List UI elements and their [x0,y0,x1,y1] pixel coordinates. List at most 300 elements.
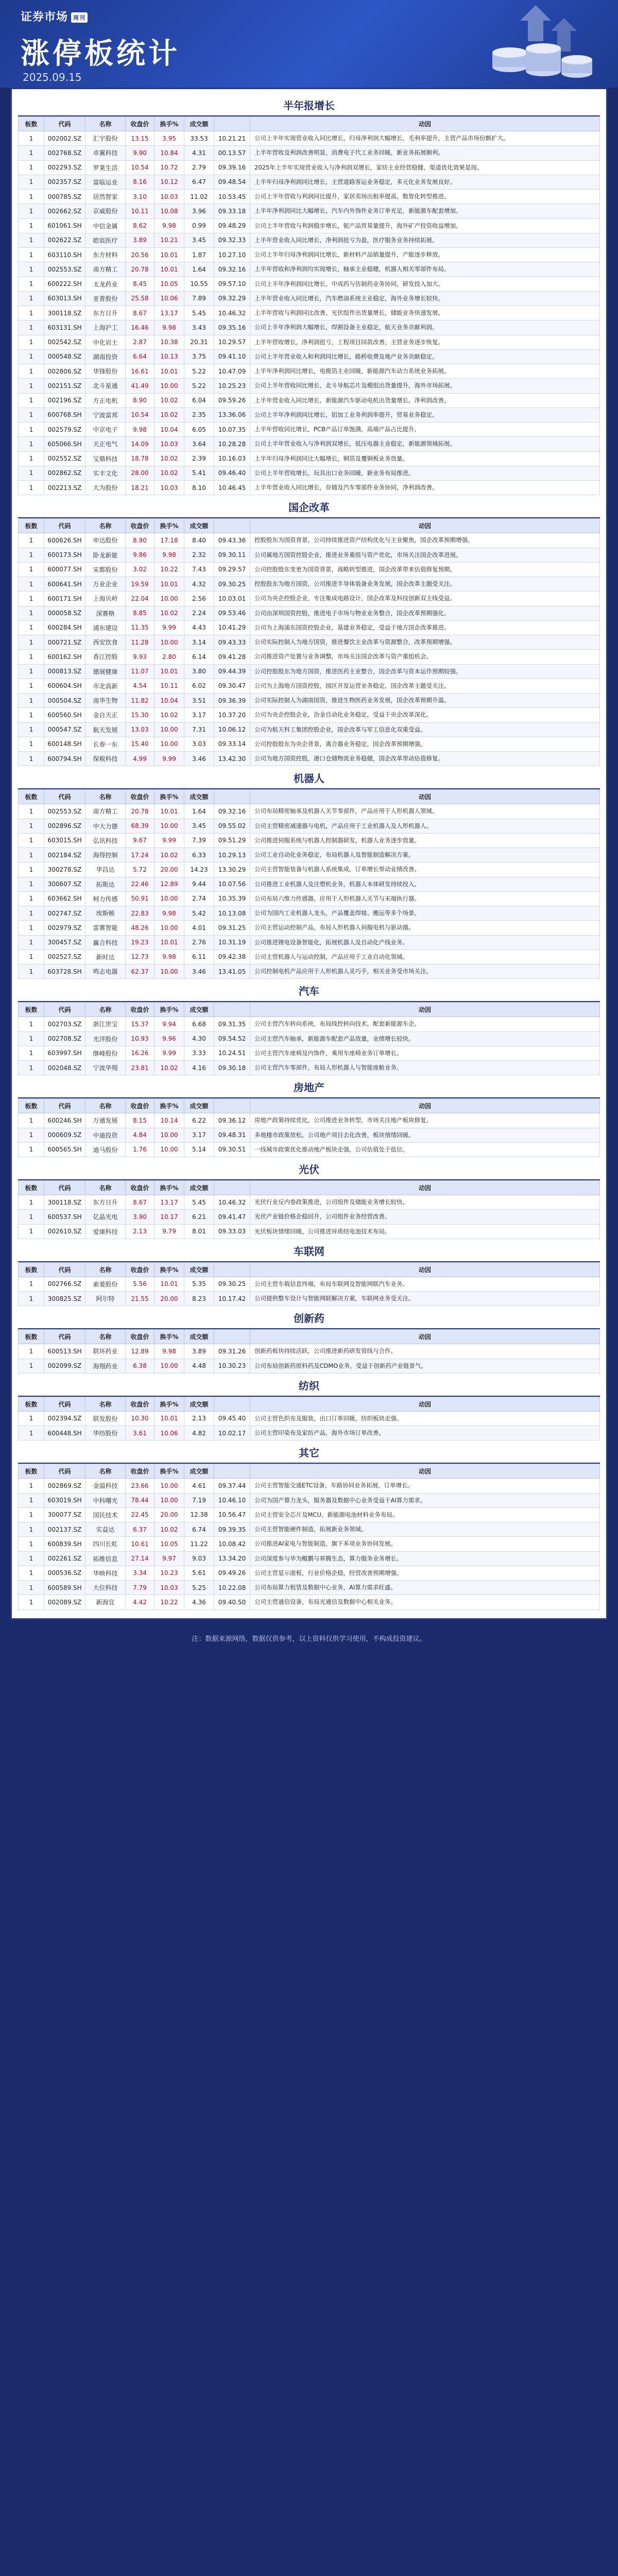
table-row [19,1566,600,1580]
board-count-cell: 1 [19,262,44,277]
stock-name-cell: 东方材料 [85,248,126,262]
turnover-rate-cell: 9.99 [154,833,184,848]
amount-cell: 3.96 [184,204,214,218]
amount-cell: 4.16 [184,1061,214,1075]
table-row [19,1195,600,1210]
table-row [19,335,600,349]
amount-cell: 2.13 [184,1411,214,1426]
table-row [19,693,600,708]
limit-time-cell: 09.36.12 [214,1113,250,1128]
stock-name-cell: 卓翼科技 [85,146,126,160]
table-header-row [19,1397,600,1411]
board-count-cell: 1 [19,921,44,935]
stock-code-cell: 600794.SH [44,752,85,766]
turnover-rate-cell: 9.98 [154,906,184,921]
stock-name-cell: 皓宸医疗 [85,233,126,247]
column-header: 名称 [85,1397,126,1411]
stock-code-cell: 002703.SZ [44,1017,85,1031]
stock-name-cell: 北斗星通 [85,379,126,393]
turnover-rate-cell: 9.94 [154,1017,184,1031]
reason-cell: 公司工业自动化业务稳定，布局机器人及智能制造解决方案。 [250,848,600,862]
close-price-cell: 10.93 [126,1031,154,1046]
stock-name-cell: 宁波华翔 [85,1061,126,1075]
table-row [19,1581,600,1595]
stock-name-cell: 四川长虹 [85,1537,126,1551]
limit-time-cell: 09.45.40 [214,1411,250,1426]
stock-name-cell: 亚普股份 [85,291,126,306]
page-header [0,0,618,88]
stock-code-cell: 300077.SZ [44,1507,85,1522]
amount-cell: 4.32 [184,577,214,591]
turnover-rate-cell: 10.02 [154,393,184,408]
table-row [19,577,600,591]
reason-cell: 光伏板块情绪回暖，公司推进异质结电池技术布局。 [250,1224,600,1239]
turnover-rate-cell: 10.02 [154,466,184,480]
stock-code-cell: 600560.SH [44,708,85,722]
table-row [19,379,600,393]
column-header: 成交额 [184,117,214,131]
section-title: 汽车 [18,979,600,1002]
amount-cell: 5.25 [184,1581,214,1595]
board-count-cell: 1 [19,1224,44,1239]
close-price-cell: 16.61 [126,364,154,379]
column-header: 动因 [250,1330,600,1344]
turnover-rate-cell: 13.17 [154,306,184,320]
board-count-cell: 1 [19,833,44,848]
stock-name-cell: 阿尔特 [85,1292,126,1306]
amount-cell: 6.05 [184,422,214,437]
close-price-cell: 6.37 [126,1522,154,1537]
column-header: 成交额 [184,1464,214,1479]
section-block [18,766,600,979]
stock-code-cell: 603728.SH [44,964,85,979]
turnover-rate-cell: 10.00 [154,1479,184,1493]
board-count-cell: 1 [19,533,44,548]
stock-name-cell: 拓斯达 [85,877,126,891]
stock-table [18,1262,600,1307]
reason-cell: 公司为央企控股企业，专注集成电路设计，国企改革及科技创新双主线受益。 [250,591,600,606]
amount-cell: 7.39 [184,833,214,848]
board-count-cell: 1 [19,1411,44,1426]
amount-cell: 1.64 [184,804,214,819]
stock-table [18,1002,600,1075]
stock-table [18,1464,600,1609]
section-block [18,979,600,1075]
amount-cell: 5.35 [184,1277,214,1291]
reason-cell: 公司主营安全芯片及MCU，新能源电池材料业务布局。 [250,1507,600,1522]
reason-cell: 公司主营精密减速器与电机，产品应用于工业机器人及人形机器人。 [250,819,600,833]
close-price-cell: 23.81 [126,1061,154,1075]
reason-cell: 上半年营业收入同比增长，净利润扭亏为盈，医疗服务业务持续拓展。 [250,233,600,247]
board-count-cell: 1 [19,175,44,189]
board-count-cell: 1 [19,335,44,349]
column-header: 代码 [44,1181,85,1195]
stock-name-cell: 中化岩土 [85,335,126,349]
limit-time-cell: 09.33.18 [214,204,250,218]
column-header: 收盘价 [126,1397,154,1411]
stock-name-cell: 西安饮食 [85,635,126,650]
limit-time-cell: 10.08.42 [214,1537,250,1551]
table-row [19,752,600,766]
amount-cell: 3.45 [184,233,214,247]
reason-cell: 公司控制电机产品应用于人形机器人灵巧手，相关业务受市场关注。 [250,964,600,979]
reason-cell: 上半年归母净利润同比大幅增长，铜箔及覆铜板业务放量。 [250,451,600,466]
limit-time-cell: 09.41.10 [214,349,250,364]
close-price-cell: 27.14 [126,1551,154,1566]
stock-code-cell: 002394.SZ [44,1411,85,1426]
board-count-cell: 1 [19,466,44,480]
stock-code-cell: 300825.SZ [44,1292,85,1306]
reason-cell: 公司上半年净利润同比增长，铝加工业务利润率提升，贸易业务稳定。 [250,408,600,422]
reason-cell: 公司上半年营收增长，玩具出口业务回暖，新业务布局推进。 [250,466,600,480]
limit-time-cell: 09.44.39 [214,664,250,679]
amount-cell: 2.32 [184,548,214,562]
section-block [18,1239,600,1307]
board-count-cell: 1 [19,481,44,495]
close-price-cell: 22.04 [126,591,154,606]
board-count-cell: 1 [19,804,44,819]
stock-name-cell: 居然智家 [85,190,126,204]
close-price-cell: 15.40 [126,737,154,751]
board-count-cell: 1 [19,693,44,708]
limit-time-cell: 10.02.17 [214,1426,250,1440]
stock-code-cell: 300118.SZ [44,1195,85,1210]
close-price-cell: 8.15 [126,1113,154,1128]
column-header: 代码 [44,117,85,131]
close-price-cell: 9.98 [126,422,154,437]
stock-code-cell: 300278.SZ [44,862,85,877]
column-header [214,1262,250,1277]
board-count-cell: 1 [19,664,44,679]
limit-time-cell: 10.07.35 [214,422,250,437]
stock-name-cell: 海得控制 [85,848,126,862]
stock-name-cell: 上海贝岭 [85,591,126,606]
stock-name-cell: 鸣志电器 [85,964,126,979]
turnover-rate-cell: 9.98 [154,218,184,233]
reason-cell: 公司推进锂电设备智能化，拓展机器人及自动化产线业务。 [250,935,600,950]
board-count-cell: 1 [19,437,44,451]
board-count-cell: 1 [19,964,44,979]
table-row [19,620,600,635]
limit-time-cell: 09.37.44 [214,1479,250,1493]
column-header: 名称 [85,1330,126,1344]
reason-cell: 公司布局创新药原料药及CDMO业务，受益于创新药产业链景气。 [250,1359,600,1373]
column-header: 名称 [85,1464,126,1479]
turnover-rate-cell: 9.99 [154,1046,184,1060]
close-price-cell: 16.46 [126,320,154,335]
table-row [19,1017,600,1031]
close-price-cell: 4.84 [126,1128,154,1142]
reason-cell: 创新药板块持续活跃，公司推进新药研发管线与合作。 [250,1344,600,1359]
reason-cell: 上半年营收与利润同比改善，光伏组件出货量增长，储能业务快速发展。 [250,306,600,320]
close-price-cell: 3.10 [126,190,154,204]
close-price-cell: 9.90 [126,146,154,160]
column-header: 板数 [19,1397,44,1411]
column-header: 动因 [250,519,600,533]
close-price-cell: 3.34 [126,1566,154,1580]
stock-name-cell: 湖南投资 [85,349,126,364]
turnover-rate-cell: 10.72 [154,160,184,175]
turnover-rate-cell: 9.98 [154,548,184,562]
limit-time-cell: 09.39.16 [214,160,250,175]
close-price-cell: 22.46 [126,877,154,891]
limit-time-cell: 09.48.54 [214,175,250,189]
section-title: 其它 [18,1440,600,1464]
limit-time-cell: 10.27.10 [214,248,250,262]
amount-cell: 6.74 [184,1522,214,1537]
stock-code-cell: 600589.SH [44,1581,85,1595]
stock-name-cell: 南华生物 [85,693,126,708]
stock-name-cell: 华映科技 [85,1566,126,1580]
stock-code-cell: 300607.SZ [44,877,85,891]
stock-code-cell: 002261.SZ [44,1551,85,1566]
table-row [19,1113,600,1128]
limit-time-cell: 09.57.10 [214,277,250,291]
column-header: 成交额 [184,1181,214,1195]
table-row [19,921,600,935]
amount-cell: 11.02 [184,190,214,204]
turnover-rate-cell: 10.00 [154,921,184,935]
table-row [19,1507,600,1522]
reason-cell: 公司推进资产处置与业务调整，市场关注国企改革与资产重组机会。 [250,650,600,664]
column-header: 名称 [85,1181,126,1195]
close-price-cell: 13.03 [126,722,154,737]
stock-name-cell: 万通发展 [85,1113,126,1128]
turnover-rate-cell: 10.03 [154,437,184,451]
column-header: 代码 [44,1397,85,1411]
table-header-row [19,790,600,804]
stock-code-cell: 603131.SH [44,320,85,335]
reason-cell: 公司上半年营收与利润同比提升，家居卖场出租率提高，数智化转型推进。 [250,190,600,204]
board-count-cell: 1 [19,620,44,635]
close-price-cell: 2.13 [126,1224,154,1239]
turnover-rate-cell: 10.84 [154,146,184,160]
stock-name-cell: 富临运业 [85,175,126,189]
table-row [19,1061,600,1075]
amount-cell: 8.23 [184,1292,214,1306]
stock-code-cell: 600448.SH [44,1426,85,1440]
board-count-cell: 1 [19,146,44,160]
reason-cell: 公司上半年实现营业收入同比增长，归母净利润大幅增长，毛利率提升，主营产品市场份额扩大。 [250,131,600,146]
table-row [19,1210,600,1224]
column-header: 板数 [19,1330,44,1344]
limit-time-cell: 09.36.39 [214,693,250,708]
turnover-rate-cell: 10.00 [154,1142,184,1157]
reason-cell: 公司布局精密轴承及机器人关节零部件，产品应用于人形机器人领域。 [250,804,600,819]
table-header-row [19,1262,600,1277]
table-row [19,848,600,862]
stock-code-cell: 300118.SZ [44,306,85,320]
table-row [19,218,600,233]
board-count-cell: 1 [19,1113,44,1128]
table-row [19,877,600,891]
board-count-cell: 1 [19,650,44,664]
stock-code-cell: 002048.SZ [44,1061,85,1075]
stock-name-cell: 雷赛智能 [85,921,126,935]
reason-cell: 公司属地方国资控股企业，推进业务重组与资产优化，市场关注国企改革进展。 [250,548,600,562]
column-header: 动因 [250,1003,600,1017]
stock-name-cell: 国民技术 [85,1507,126,1522]
limit-time-cell: 10.22.08 [214,1581,250,1595]
stock-code-cell: 002089.SZ [44,1595,85,1609]
reason-cell: 上半年营收增长，净利润扭亏，工程项目回款改善，主营业务逐步恢复。 [250,335,600,349]
reason-cell: 公司为国内工业机器人龙头，产品覆盖焊接、搬运等多个场景。 [250,906,600,921]
amount-cell: 7.19 [184,1493,214,1507]
table-row [19,1224,600,1239]
turnover-rate-cell: 10.14 [154,1113,184,1128]
table-row [19,306,600,320]
amount-cell: 4.43 [184,620,214,635]
reason-cell: 公司上半年净利润同比增长，中成药与仿制药业务协同，研发投入加大。 [250,277,600,291]
turnover-rate-cell: 9.97 [154,1551,184,1566]
stock-code-cell: 600148.SH [44,737,85,751]
board-count-cell: 1 [19,1551,44,1566]
amount-cell: 6.47 [184,175,214,189]
reason-cell: 2025年上半年实现营业收入与净利润双增长，家纺主业经营稳健，渠道优化效果显现。 [250,160,600,175]
column-header: 成交额 [184,1330,214,1344]
column-header: 名称 [85,1262,126,1277]
stock-name-cell: 中京电子 [85,422,126,437]
stock-name-cell: 中大力德 [85,819,126,833]
close-price-cell: 4.42 [126,1595,154,1609]
board-count-cell: 1 [19,862,44,877]
stock-code-cell: 002768.SZ [44,146,85,160]
reason-cell: 公司上半年净利润大幅增长，焊割设备主业稳定，航天业务贡献利润。 [250,320,600,335]
turnover-rate-cell: 10.17 [154,1210,184,1224]
close-price-cell: 50.91 [126,891,154,906]
stock-code-cell: 000548.SZ [44,349,85,364]
stock-table [18,1098,600,1157]
turnover-rate-cell: 20.00 [154,1507,184,1522]
report-date: 2025.09.15 [23,71,82,83]
stock-name-cell: 香江控股 [85,650,126,664]
limit-time-cell: 09.35.16 [214,320,250,335]
stock-name-cell: 索菱股份 [85,1277,126,1291]
table-row [19,635,600,650]
turnover-rate-cell: 10.06 [154,291,184,306]
turnover-rate-cell: 10.04 [154,422,184,437]
reason-cell: 上半年净利润同比大幅增长，汽车内外饰件业务订单充足，新能源车配套增加。 [250,204,600,218]
reason-cell: 公司上半年归母净利润同比增长，新材料产品销量提升，产能逐步释放。 [250,248,600,262]
board-count-cell: 1 [19,1581,44,1595]
column-header: 成交额 [184,1262,214,1277]
stock-name-cell: 方正电机 [85,393,126,408]
turnover-rate-cell: 10.22 [154,1595,184,1609]
turnover-rate-cell: 10.01 [154,577,184,591]
column-header: 动因 [250,117,600,131]
table-row [19,891,600,906]
turnover-rate-cell: 10.38 [154,335,184,349]
stock-code-cell: 002708.SZ [44,1031,85,1046]
column-header: 换手% [154,1330,184,1344]
column-header: 板数 [19,1003,44,1017]
table-header-row [19,519,600,533]
close-price-cell: 18.78 [126,451,154,466]
close-price-cell: 8.45 [126,277,154,291]
board-count-cell: 1 [19,1061,44,1075]
reason-cell: 控股股东为地方国资，公司推进半导体装备业务发展，国企改革主题受关注。 [250,577,600,591]
amount-cell: 6.33 [184,848,214,862]
table-row [19,1522,600,1537]
turnover-rate-cell: 10.00 [154,1128,184,1142]
close-price-cell: 20.78 [126,804,154,819]
table-row [19,679,600,693]
close-price-cell: 68.39 [126,819,154,833]
stock-code-cell: 600565.SH [44,1142,85,1157]
amount-cell: 3.17 [184,708,214,722]
stock-table [18,1180,600,1239]
amount-cell: 3.17 [184,1128,214,1142]
board-count-cell: 1 [19,848,44,862]
turnover-rate-cell: 10.01 [154,1277,184,1291]
column-header: 板数 [19,117,44,131]
turnover-rate-cell: 10.02 [154,451,184,466]
column-header: 成交额 [184,1003,214,1017]
board-count-cell: 1 [19,1479,44,1493]
column-header: 收盘价 [126,1099,154,1113]
close-price-cell: 1.76 [126,1142,154,1157]
table-row [19,1359,600,1373]
stock-code-cell: 002552.SZ [44,451,85,466]
turnover-rate-cell: 9.98 [154,320,184,335]
turnover-rate-cell: 10.03 [154,1581,184,1595]
table-row [19,422,600,437]
stock-name-cell: 京威股份 [85,204,126,218]
reason-cell: 上半年营业收入同比增长，汽车燃油系统主业稳定，海外业务增长较快。 [250,291,600,306]
table-row [19,1292,600,1306]
table-row [19,291,600,306]
stock-name-cell: 继峰股份 [85,1046,126,1060]
amount-cell: 0.99 [184,218,214,233]
board-count-cell: 1 [19,1493,44,1507]
column-header [214,1330,250,1344]
reason-cell: 公司主营智能装备与机器人系统集成，订单增长带动业绩改善。 [250,862,600,877]
amount-cell: 1.87 [184,248,214,262]
section-title: 创新药 [18,1306,600,1329]
column-header [214,117,250,131]
board-count-cell: 1 [19,306,44,320]
reason-cell: 公司主营智能硬件制造，拓展新业务领域。 [250,1522,600,1537]
column-header: 代码 [44,519,85,533]
board-count-cell: 1 [19,935,44,950]
column-header: 换手% [154,1397,184,1411]
limit-time-cell: 09.32.33 [214,233,250,247]
board-count-cell: 1 [19,233,44,247]
stock-name-cell: 天正电气 [85,437,126,451]
stock-code-cell: 000504.SZ [44,693,85,708]
reason-cell: 上半年净利润同比增长，电极箔主业回暖，新能源汽车动力系统业务拓展。 [250,364,600,379]
close-price-cell: 13.15 [126,131,154,146]
turnover-rate-cell: 10.00 [154,1493,184,1507]
table-row [19,131,600,146]
board-count-cell: 1 [19,190,44,204]
close-price-cell: 6.64 [126,349,154,364]
stock-code-cell: 603013.SH [44,291,85,306]
stock-code-cell: 600768.SH [44,408,85,422]
board-count-cell: 1 [19,379,44,393]
table-row [19,650,600,664]
limit-time-cell: 10.46.10 [214,1493,250,1507]
stock-code-cell: 601061.SH [44,218,85,233]
stock-code-cell: 002579.SZ [44,422,85,437]
board-count-cell: 1 [19,1426,44,1440]
stock-code-cell: 605066.SH [44,437,85,451]
turnover-rate-cell: 17.18 [154,533,184,548]
limit-time-cell: 10.56.47 [214,1507,250,1522]
close-price-cell: 21.55 [126,1292,154,1306]
reason-cell: 公司提供整车设计与智能网联解决方案，车联网业务受关注。 [250,1292,600,1306]
amount-cell: 6.02 [184,679,214,693]
